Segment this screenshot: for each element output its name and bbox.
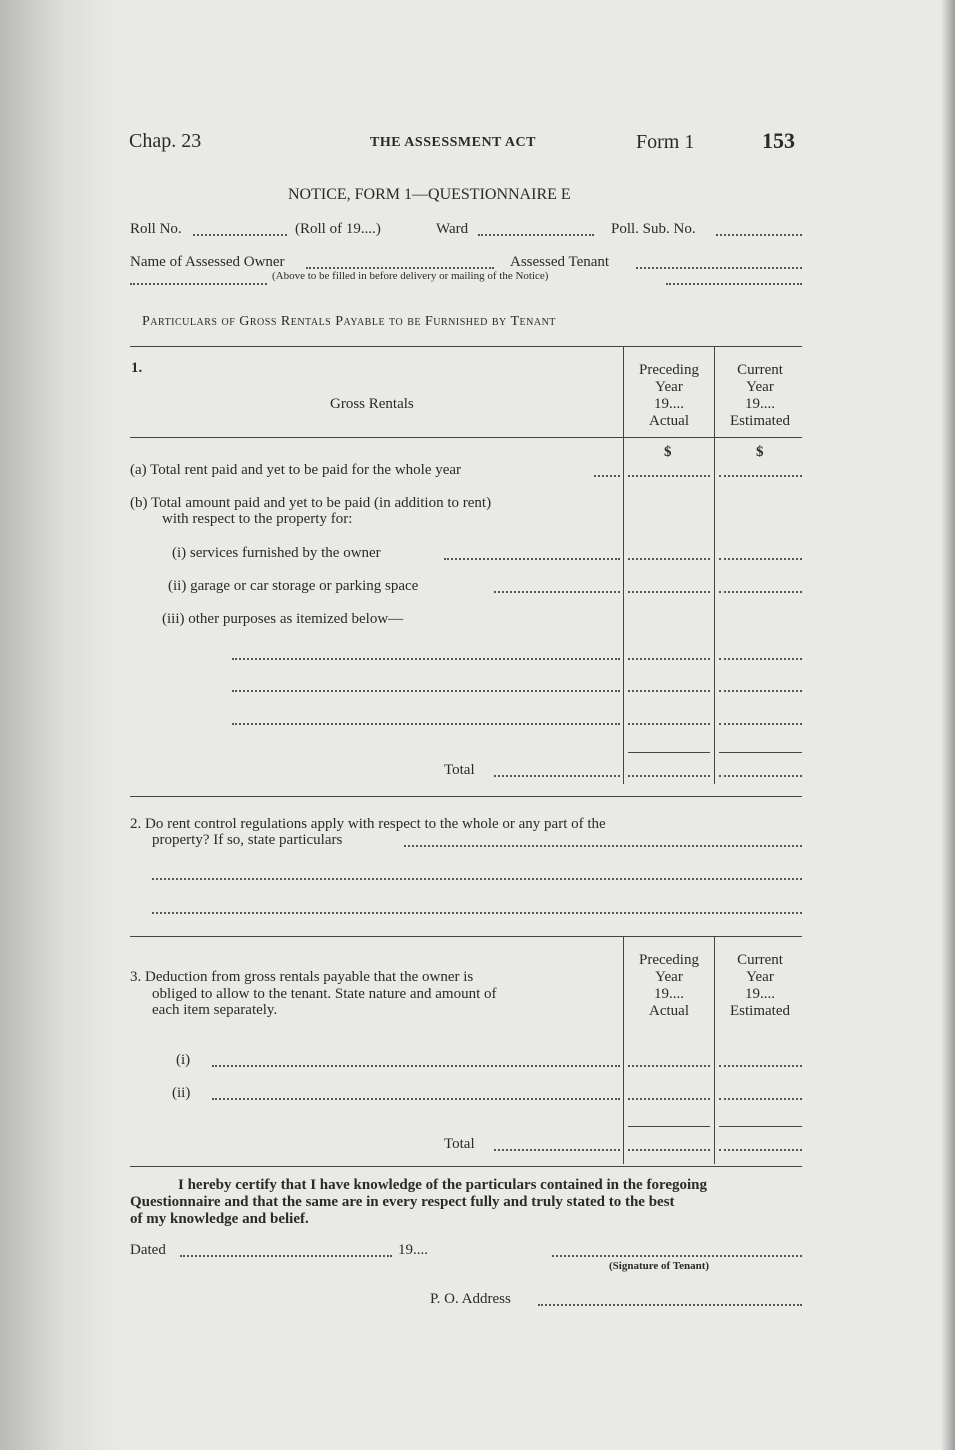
particulars-heading: Particulars of Gross Rentals Payable to be Furnished by Tenant	[142, 314, 556, 329]
item-i-preceding-field[interactable]	[628, 558, 710, 560]
item-iii-label: (iii) other purposes as itemized below—	[162, 611, 404, 627]
section1-bottom-rule	[130, 796, 802, 797]
item-b-label-line2: with respect to the property for:	[162, 511, 353, 527]
roll-no-label: Roll No.	[130, 221, 182, 237]
assessed-tenant-field[interactable]	[636, 267, 802, 269]
section1-total-current[interactable]	[719, 775, 802, 777]
preceding-year-header: Preceding Year 19.... Actual	[639, 362, 699, 429]
itemized-line-3-preceding[interactable]	[628, 723, 710, 725]
section1-total-label: Total	[444, 762, 475, 778]
item-i-label: (i) services furnished by the owner	[172, 545, 381, 561]
section1-total-preceding[interactable]	[628, 775, 710, 777]
act-title: THE ASSESSMENT ACT	[370, 135, 536, 150]
assessed-owner-field[interactable]	[306, 267, 494, 269]
section3-total-label: Total	[444, 1136, 475, 1152]
itemized-line-2[interactable]	[232, 690, 620, 692]
itemized-line-1-current[interactable]	[719, 658, 802, 660]
chapter-label: Chap. 23	[129, 130, 202, 152]
ward-field[interactable]	[478, 234, 594, 236]
section2-bottom-rule	[130, 936, 802, 937]
poll-sub-field[interactable]	[716, 234, 802, 236]
itemized-line-2-current[interactable]	[719, 690, 802, 692]
itemized-line-1-preceding[interactable]	[628, 658, 710, 660]
total-rule-current	[719, 752, 802, 753]
section3-item-i-current[interactable]	[719, 1065, 802, 1067]
section3-item-ii-label: (ii)	[172, 1085, 191, 1101]
poll-sub-label: Poll. Sub. No.	[611, 221, 696, 237]
assessed-owner-label: Name of Assessed Owner	[130, 254, 285, 270]
page-shadow-right	[941, 0, 955, 1450]
section3-item-i-preceding[interactable]	[628, 1065, 710, 1067]
section1-total-leader	[494, 775, 620, 777]
roll-of-label: (Roll of 19....)	[295, 221, 381, 237]
gross-rentals-label: Gross Rentals	[330, 396, 414, 412]
item-i-current-field[interactable]	[719, 558, 802, 560]
certification-line1: I hereby certify that I have knowledge of the particulars contained in the foregoing	[178, 1177, 707, 1193]
roll-no-field[interactable]	[193, 234, 287, 236]
item-ii-current-field[interactable]	[719, 591, 802, 593]
section3-description-line2: obliged to allow to the tenant. State nature and amount of	[152, 986, 497, 1002]
itemized-line-2-preceding[interactable]	[628, 690, 710, 692]
section1-top-rule	[130, 346, 802, 347]
dated-label: Dated	[130, 1242, 166, 1258]
item-a-current-field[interactable]	[719, 475, 802, 477]
item-a-label: (a) Total rent paid and yet to be paid for the whole year	[130, 462, 462, 478]
itemized-line-1[interactable]	[232, 658, 620, 660]
total-rule-preceding	[628, 752, 710, 753]
owner-tenant-continuation-line-right	[666, 283, 802, 285]
itemized-line-3[interactable]	[232, 723, 620, 725]
item-b-label-line1: (b) Total amount paid and yet to be paid (in addition to rent)	[130, 495, 492, 511]
section2-answer-line-2[interactable]	[152, 878, 802, 880]
section2-question-line1: 2. Do rent control regulations apply with respect to the whole or any part of the	[130, 816, 606, 832]
ward-label: Ward	[436, 221, 469, 237]
itemized-line-3-current[interactable]	[719, 723, 802, 725]
certification-line3: of my knowledge and belief.	[130, 1211, 309, 1227]
item-ii-preceding-field[interactable]	[628, 591, 710, 593]
section3-total-rule-preceding	[628, 1126, 710, 1127]
currency-symbol-current: $	[756, 444, 764, 460]
section1-number: 1.	[131, 360, 143, 376]
current-year-header: Current Year 19.... Estimated	[730, 362, 790, 429]
signature-of-tenant-label: (Signature of Tenant)	[609, 1260, 710, 1272]
section3-total-leader	[494, 1149, 620, 1151]
section3-item-ii-preceding[interactable]	[628, 1098, 710, 1100]
currency-symbol-preceding: $	[664, 444, 672, 460]
section3-total-current[interactable]	[719, 1149, 802, 1151]
item-ii-leader	[494, 591, 620, 593]
section3-preceding-year-header: Preceding Year 19.... Actual	[639, 952, 699, 1019]
po-address-field[interactable]	[538, 1304, 802, 1306]
section1-header-rule	[130, 437, 802, 438]
section2-answer-line-3[interactable]	[152, 912, 802, 914]
assessed-tenant-label: Assessed Tenant	[510, 254, 610, 270]
signature-field[interactable]	[552, 1255, 802, 1257]
form-label: Form 1	[636, 131, 695, 153]
section2-answer-line-1[interactable]	[404, 845, 802, 847]
fill-before-delivery-note: (Above to be filled in before delivery or mailing of the Notice)	[272, 270, 549, 282]
dated-year: 19....	[398, 1242, 428, 1258]
section3-total-preceding[interactable]	[628, 1149, 710, 1151]
page-number: 153	[762, 128, 795, 153]
section3-description-line1: 3. Deduction from gross rentals payable that the owner is	[130, 969, 474, 985]
owner-tenant-continuation-line	[130, 283, 267, 285]
section3-item-i-field[interactable]	[212, 1065, 620, 1067]
dated-field[interactable]	[180, 1255, 392, 1257]
certification-line2: Questionnaire and that the same are in every respect fully and truly stated to the best	[130, 1194, 675, 1210]
po-address-label: P. O. Address	[430, 1291, 511, 1307]
section2-question-line2: property? If so, state particulars	[152, 832, 343, 848]
item-i-leader	[444, 558, 620, 560]
section3-current-year-header: Current Year 19.... Estimated	[730, 952, 790, 1019]
section3-bottom-rule	[130, 1166, 802, 1167]
item-a-preceding-field[interactable]	[628, 475, 710, 477]
page-shadow-left	[0, 0, 120, 1450]
form-title: NOTICE, FORM 1—QUESTIONNAIRE E	[288, 186, 571, 203]
item-a-leader	[594, 475, 620, 477]
section3-item-i-label: (i)	[176, 1052, 191, 1068]
section3-total-rule-current	[719, 1126, 802, 1127]
item-ii-label: (ii) garage or car storage or parking space	[168, 578, 419, 594]
section3-item-ii-current[interactable]	[719, 1098, 802, 1100]
section3-item-ii-field[interactable]	[212, 1098, 620, 1100]
section3-description-line3: each item separately.	[152, 1002, 278, 1018]
